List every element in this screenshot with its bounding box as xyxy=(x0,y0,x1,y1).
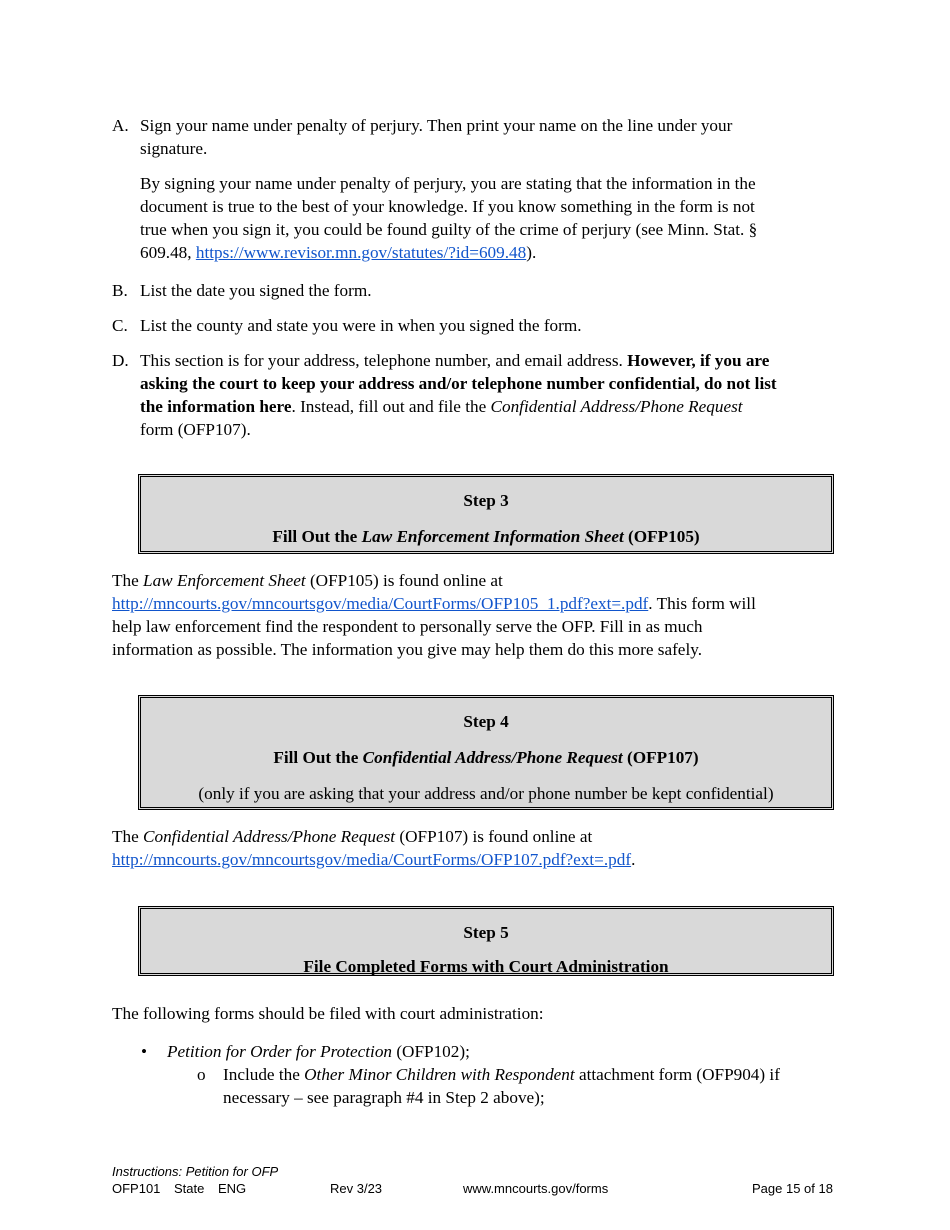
bullet-1-marker: • xyxy=(141,1042,148,1061)
sub-bullet-1-text: Include the Other Minor Children with Respondent attachment form (OFP904) if necessary – see paragraph #4 in Step 2 above); xyxy=(223,1065,780,1107)
step-3-title: Step 3 xyxy=(463,491,509,510)
footer-language: ENG xyxy=(218,1181,247,1196)
item-d-text: This section is for your address, telephone number, and email address. However, if you are asking the court to keep your address and/or telephone number confidential, do not list the information here. Instead, fill out and file the Confidential Address/Phone Request form (OFP107). xyxy=(140,351,777,439)
step-4-title: Step 4 xyxy=(463,712,509,731)
sub-bullet-1-marker: o xyxy=(197,1065,206,1084)
ofp107-link[interactable]: http://mncourts.gov/mncourtsgov/media/CourtForms/OFP107.pdf?ext=.pdf xyxy=(112,850,632,869)
item-c-text: List the county and state you were in when you signed the form. xyxy=(140,316,582,335)
revisor-statute-link[interactable]: https://www.revisor.mn.gov/statutes/?id=609.48 xyxy=(195,243,527,262)
step-3-body: The Law Enforcement Sheet (OFP105) is found online at http://mncourts.gov/mncourtsgov/media/CourtForms/OFP105_1.pdf?ext=.pdf. This form will help law enforcement find the respondent to personally serve the OFP. Fill in as much information as possible. The information you give may help them do this more safely. xyxy=(112,571,756,659)
step-4-header xyxy=(138,695,834,810)
step-4-subtitle: Fill Out the Confidential Address/Phone Request (OFP107) xyxy=(273,748,699,767)
footer-website: www.mncourts.gov/forms xyxy=(463,1181,609,1196)
footer-title: Instructions: Petition for OFP xyxy=(112,1164,279,1179)
step-4-note: (only if you are asking that your address and/or phone number be kept confidential) xyxy=(198,784,774,803)
footer-form-id: OFP101 xyxy=(112,1181,161,1196)
step-5-subtitle: File Completed Forms with Court Administration xyxy=(303,957,669,976)
step-3-subtitle: Fill Out the Law Enforcement Information Sheet (OFP105) xyxy=(272,527,700,546)
item-b-letter: B. xyxy=(112,281,128,300)
footer-revision: Rev 3/23 xyxy=(330,1181,383,1196)
bullet-1-text: Petition for Order for Protection (OFP102); xyxy=(167,1042,470,1061)
item-d-letter: D. xyxy=(112,351,129,370)
footer-page-number: Page 15 of 18 xyxy=(752,1181,833,1196)
item-c-letter: C. xyxy=(112,316,128,335)
step-5-header xyxy=(138,906,834,976)
item-a-letter: A. xyxy=(112,116,129,135)
item-a-instruction: Sign your name under penalty of perjury. Then print your name on the line under your signature. xyxy=(140,116,733,158)
step-4-body: The Confidential Address/Phone Request (OFP107) is found online at http://mncourts.gov/mncourtsgov/media/CourtForms/OFP107.pdf?ext=.pdf. xyxy=(112,827,636,869)
ofp105-link[interactable]: http://mncourts.gov/mncourtsgov/media/CourtForms/OFP105_1.pdf?ext=.pdf xyxy=(112,594,649,613)
footer-jurisdiction: State xyxy=(174,1181,205,1196)
step-5-intro: The following forms should be filed with court administration: xyxy=(112,1004,544,1023)
item-a-perjury-paragraph: By signing your name under penalty of perjury, you are stating that the information in the document is true to the best of your knowledge. If you know something in the form is not true when you sign it, you could be found guilty of the crime of perjury (see Minn. Stat. § 609.48, https://www.revisor.mn.gov/statutes/?id=609.48). xyxy=(140,174,758,262)
step-3-header xyxy=(138,474,834,554)
item-b-text: List the date you signed the form. xyxy=(140,281,372,300)
step-5-title: Step 5 xyxy=(463,923,509,942)
